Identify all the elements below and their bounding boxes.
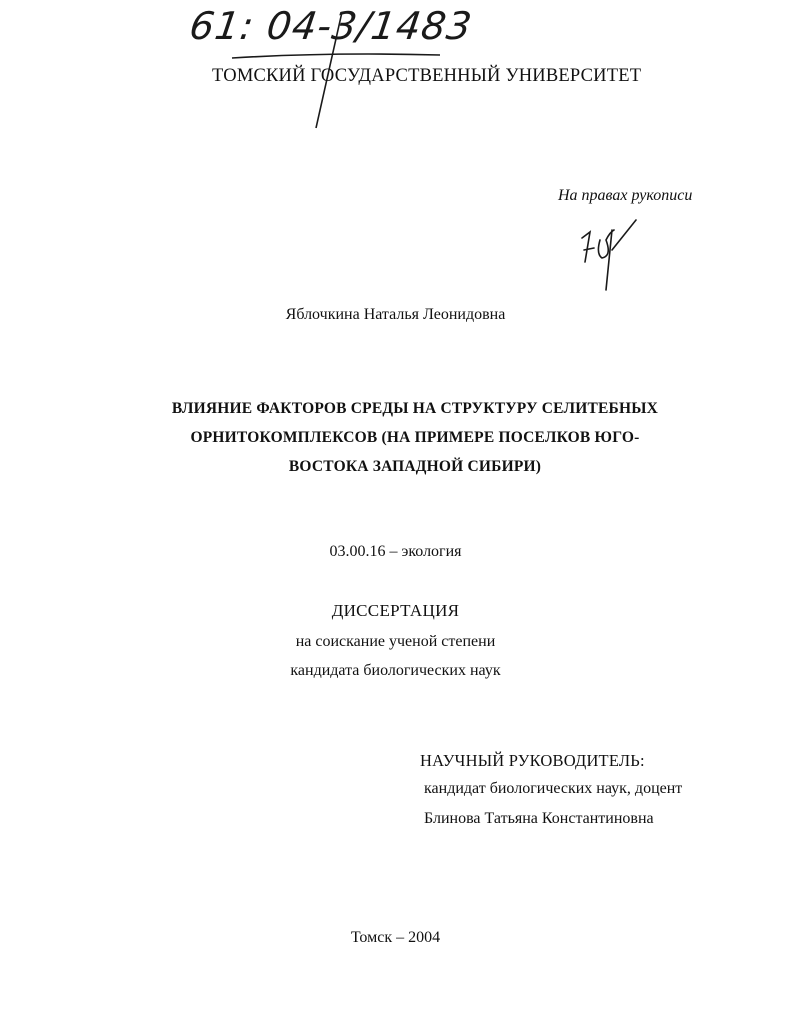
title-line-2: ОРНИТОКОМПЛЕКСОВ (НА ПРИМЕРЕ ПОСЕЛКОВ ЮГО-: [190, 429, 640, 446]
city-year: Томск – 2004: [350, 929, 441, 946]
degree-line-1: на соискание ученой степени: [295, 633, 496, 650]
author-signature: [582, 220, 636, 290]
title-line-1: ВЛИЯНИЕ ФАКТОРОВ СРЕДЫ НА СТРУКТУРУ СЕЛИТЕБНЫХ: [171, 400, 659, 417]
title-line-3: ВОСТОКА ЗАПАДНОЙ СИБИРИ): [288, 458, 542, 475]
degree-line-2: кандидата биологических наук: [290, 662, 501, 679]
university-name: ТОМСКИЙ ГОСУДАРСТВЕННЫЙ УНИВЕРСИТЕТ: [212, 66, 642, 86]
supervisor-name: Блинова Татьяна Константиновна: [424, 810, 654, 827]
archive-code-underline: [232, 54, 440, 58]
dissertation-title: [120, 394, 710, 481]
rights-note: На правах рукописи: [558, 187, 693, 204]
supervisor-degree: кандидат биологических наук, доцент: [424, 780, 683, 797]
author-name: Яблочкина Наталья Леонидовна: [285, 306, 506, 323]
archive-code-handwritten: 61: 04-3/1483: [186, 4, 476, 48]
specialty-code: 03.00.16 – экология: [329, 543, 462, 560]
dissertation-label: ДИССЕРТАЦИЯ: [331, 601, 460, 620]
supervisor-heading: НАУЧНЫЙ РУКОВОДИТЕЛЬ:: [420, 751, 645, 770]
